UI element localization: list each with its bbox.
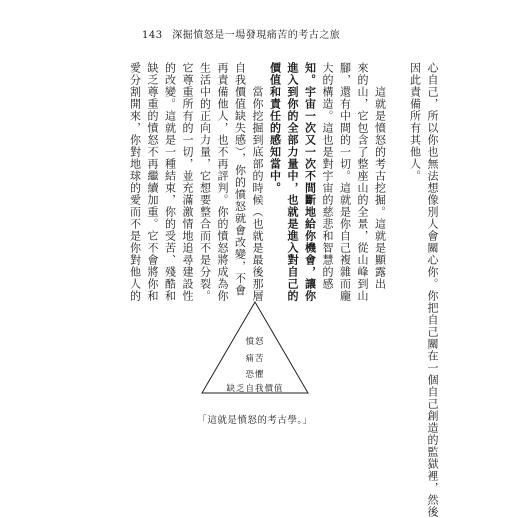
text-column: 自我價值缺失感），你的憤怒就會改變，不會: [233, 62, 247, 297]
pyramid-triangle: [200, 300, 310, 395]
text-column: 它尊重所有的一切，並充滿激情地追尋建設性: [181, 62, 194, 302]
text-column: 這就是憤怒的考古挖掘。這就是顯露出: [373, 62, 387, 290]
text-column: 當你挖掘到底部的時候（也就是最後那層: [251, 62, 264, 302]
text-column: 的改變。這就是一種結束，你的受苦、殘酷和: [163, 62, 177, 302]
anger-pyramid-diagram: [200, 300, 310, 395]
pyramid-level-anger: 憤怒: [245, 337, 265, 347]
text-column: 大的構造。這也是對宇宙的慈悲和智慧的感: [321, 62, 334, 290]
running-header: [142, 26, 442, 41]
diagram-caption: 「這就是憤怒的考古學。」: [197, 415, 313, 426]
text-column: 缺乏尊重的憤怒不再繼續加重。它不會將你和: [146, 62, 159, 302]
pyramid-level-self-worth: 缺乏自我價值: [226, 384, 284, 394]
text-column: 再責備他人，也不再評判。你的憤怒將成為你: [216, 62, 229, 302]
text-column: 生活中的正向力量，它想要整合而不是分裂。: [198, 62, 212, 302]
text-column: 知。宇宙一次又一次不間斷地給你機會，讓你: [303, 62, 317, 302]
text-column: 腳，還有中間的一切。這就是你自己複雜而龐: [338, 62, 352, 302]
pyramid-level-pain: 痛苦: [245, 354, 265, 364]
page-number: 143: [142, 30, 163, 41]
text-column: 來的山，它包含了整座山的全景，從山峰到山: [356, 62, 369, 302]
text-column: 價值和責任的感知當中。: [268, 62, 282, 194]
text-column: 愛分割開來，你對地球的愛而不是你對他人的: [128, 62, 142, 302]
text-column: 心自己，所以你也無法想像別人會關心你。你把自己關在一個自己創造的監獄裡，然後: [426, 62, 439, 518]
running-title: 深掘憤怒是一場發現痛苦的考古之旅: [172, 30, 341, 41]
pyramid-level-fear: 恐懼: [245, 370, 265, 380]
text-column: 因此責備所有其他人。: [408, 62, 422, 182]
text-column: 進入到你的全部力量中，也就是進入對自己的: [286, 62, 299, 302]
